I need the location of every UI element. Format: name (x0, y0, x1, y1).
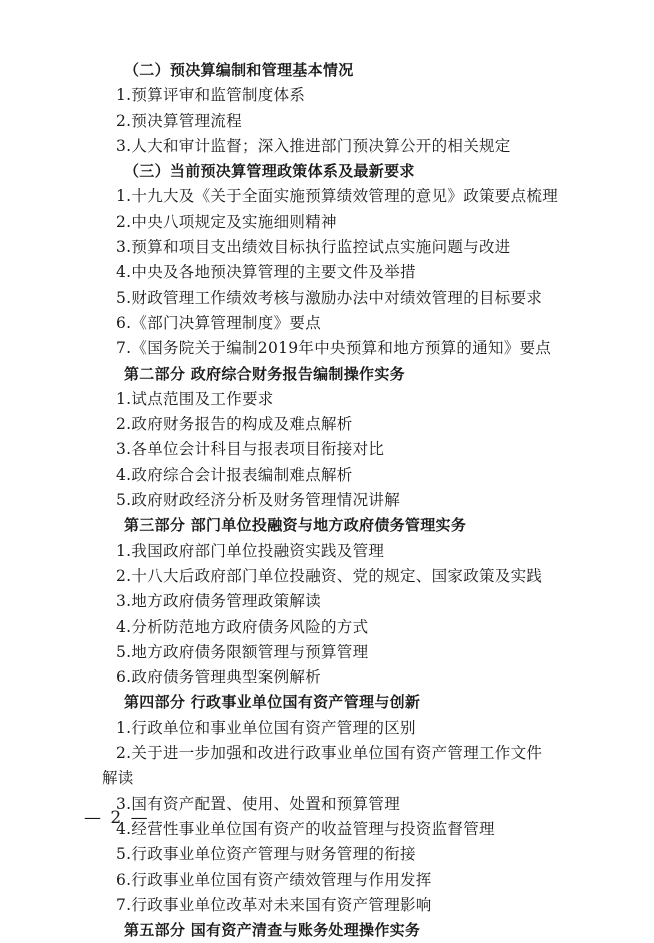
list-item: 7.行政事业单位改革对未来国有资产管理影响 (116, 895, 432, 914)
list-item: 2.政府财务报告的构成及难点解析 (116, 415, 353, 434)
part-heading: 第三部分 部门单位投融资与地方政府债务管理实务 (124, 516, 467, 535)
list-item: 2.中央八项规定及实施细则精神 (116, 212, 337, 231)
list-item: 1.行政单位和事业单位国有资产管理的区别 (116, 718, 416, 737)
list-item: 3.地方政府债务管理政策解读 (116, 592, 321, 611)
list-item: 6.政府债务管理典型案例解析 (116, 668, 321, 687)
list-item: 5.政府财政经济分析及财务管理情况讲解 (116, 491, 400, 510)
document-content (102, 58, 636, 943)
list-item: 7.《国务院关于编制2019年中央预算和地方预算的通知》要点 (116, 339, 552, 358)
list-item: 6.《部门决算管理制度》要点 (116, 313, 321, 332)
list-item: 1.我国政府部门单位投融资实践及管理 (116, 541, 385, 560)
list-item: 3.国有资产配置、使用、处置和预算管理 (116, 794, 400, 813)
list-item: 5.财政管理工作绩效考核与激励办法中对绩效管理的目标要求 (116, 288, 543, 307)
part-heading: 第二部分 政府综合财务报告编制操作实务 (124, 364, 405, 383)
list-item: 5.行政事业单位资产管理与财务管理的衔接 (116, 845, 416, 864)
list-item: 4.中央及各地预决算管理的主要文件及举措 (116, 263, 416, 282)
list-item: 4.经营性事业单位国有资产的收益管理与投资监督管理 (116, 819, 495, 838)
list-item: 2.预决算管理流程 (116, 111, 242, 130)
list-item: 3.人大和审计监督；深入推进部门预决算公开的相关规定 (116, 136, 511, 155)
section-heading: （二）预决算编制和管理基本情况 (124, 61, 354, 79)
list-item: 6.行政事业单位国有资产绩效管理与作用发挥 (116, 870, 432, 889)
section-heading: （三）当前预决算管理政策体系及最新要求 (124, 162, 415, 181)
part-heading: 第四部分 行政事业单位国有资产管理与创新 (124, 693, 421, 712)
list-item: 2.关于进一步加强和改进行政事业单位国有资产管理工作文件 (116, 744, 543, 763)
list-item: 3.各单位会计科目与报表项目衔接对比 (116, 440, 385, 459)
list-item: 2.十八大后政府部门单位投融资、党的规定、国家政策及实践 (116, 566, 543, 585)
page-number: — 2 — (84, 808, 150, 828)
list-item: 1.十九大及《关于全面实施预算绩效管理的意见》政策要点梳理 (116, 187, 558, 206)
list-item: 1.预算评审和监管制度体系 (116, 86, 306, 105)
list-item-continuation: 解读 (102, 769, 134, 788)
list-item: 4.分析防范地方政府债务风险的方式 (116, 617, 369, 636)
list-item: 4.政府综合会计报表编制难点解析 (116, 465, 353, 484)
list-item: 5.地方政府债务限额管理与预算管理 (116, 642, 369, 661)
list-item: 1.试点范围及工作要求 (116, 389, 274, 408)
list-item: 3.预算和项目支出绩效目标执行监控试点实施问题与改进 (116, 238, 511, 257)
part-heading: 第五部分 国有资产清查与账务处理操作实务 (124, 921, 421, 940)
